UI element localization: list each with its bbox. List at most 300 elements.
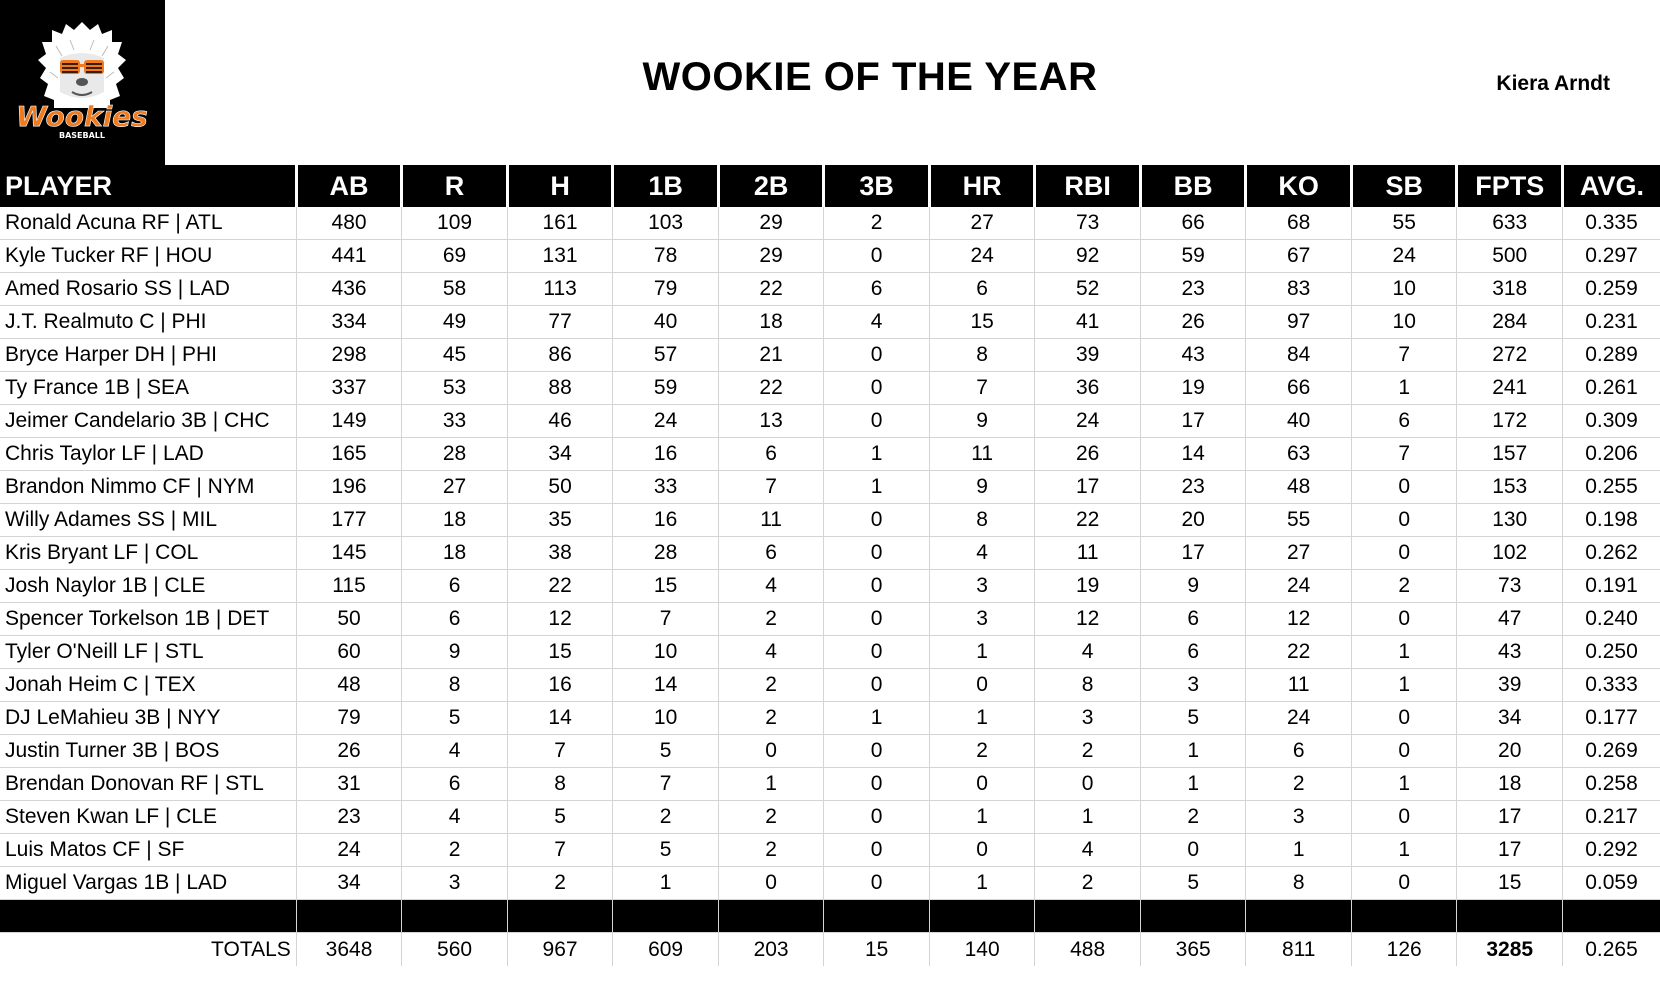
- cell-rbi: 26: [1035, 438, 1141, 471]
- cell-hr: 0: [929, 669, 1035, 702]
- cell-bb: 17: [1140, 405, 1246, 438]
- spacer-cell: [1351, 900, 1457, 933]
- cell-avg: 0.297: [1562, 240, 1660, 273]
- cell-ko: 12: [1246, 603, 1352, 636]
- cell-1b: 16: [613, 438, 719, 471]
- cell-ko: 6: [1246, 735, 1352, 768]
- cell-h: 34: [507, 438, 613, 471]
- cell-ko: 22: [1246, 636, 1352, 669]
- cell-bb: 2: [1140, 801, 1246, 834]
- cell-player: Spencer Torkelson 1B | DET: [0, 603, 296, 636]
- cell-1b: 5: [613, 735, 719, 768]
- cell-rbi: 12: [1035, 603, 1141, 636]
- cell-hr: 8: [929, 339, 1035, 372]
- cell-avg: 0.261: [1562, 372, 1660, 405]
- totals-r: 560: [402, 933, 508, 967]
- cell-bb: 17: [1140, 537, 1246, 570]
- cell-1b: 5: [613, 834, 719, 867]
- cell-hr: 7: [929, 372, 1035, 405]
- cell-sb: 7: [1351, 339, 1457, 372]
- cell-ab: 177: [296, 504, 402, 537]
- cell-sb: 0: [1351, 504, 1457, 537]
- cell-player: Kyle Tucker RF | HOU: [0, 240, 296, 273]
- cell-player: J.T. Realmuto C | PHI: [0, 306, 296, 339]
- cell-bb: 1: [1140, 735, 1246, 768]
- cell-h: 38: [507, 537, 613, 570]
- cell-avg: 0.231: [1562, 306, 1660, 339]
- cell-hr: 0: [929, 768, 1035, 801]
- cell-ab: 196: [296, 471, 402, 504]
- cell-player: Tyler O'Neill LF | STL: [0, 636, 296, 669]
- cell-avg: 0.250: [1562, 636, 1660, 669]
- cell-h: 86: [507, 339, 613, 372]
- cell-r: 18: [402, 504, 508, 537]
- totals-label: TOTALS: [0, 933, 296, 967]
- cell-ab: 48: [296, 669, 402, 702]
- cell-fpts: 47: [1457, 603, 1563, 636]
- cell-fpts: 284: [1457, 306, 1563, 339]
- cell-ab: 149: [296, 405, 402, 438]
- table-row: [0, 834, 1660, 867]
- cell-3b: 0: [824, 339, 930, 372]
- cell-r: 5: [402, 702, 508, 735]
- cell-2b: 4: [718, 570, 824, 603]
- cell-1b: 15: [613, 570, 719, 603]
- cell-avg: 0.240: [1562, 603, 1660, 636]
- cell-2b: 11: [718, 504, 824, 537]
- cell-ab: 145: [296, 537, 402, 570]
- col-header-avg: AVG.: [1562, 165, 1660, 207]
- table-row: [0, 273, 1660, 306]
- cell-hr: 1: [929, 867, 1035, 900]
- table-row: [0, 636, 1660, 669]
- cell-3b: 2: [824, 207, 930, 240]
- cell-bb: 0: [1140, 834, 1246, 867]
- cell-rbi: 92: [1035, 240, 1141, 273]
- cell-sb: 10: [1351, 306, 1457, 339]
- cell-hr: 1: [929, 636, 1035, 669]
- cell-bb: 20: [1140, 504, 1246, 537]
- cell-1b: 24: [613, 405, 719, 438]
- col-header-r: R: [402, 165, 508, 207]
- author-name: Kiera Arndt: [1496, 72, 1610, 95]
- cell-hr: 1: [929, 801, 1035, 834]
- totals-3b: 15: [824, 933, 930, 967]
- cell-ko: 11: [1246, 669, 1352, 702]
- cell-fpts: 43: [1457, 636, 1563, 669]
- cell-ko: 84: [1246, 339, 1352, 372]
- cell-ko: 68: [1246, 207, 1352, 240]
- cell-ko: 27: [1246, 537, 1352, 570]
- cell-h: 113: [507, 273, 613, 306]
- cell-sb: 7: [1351, 438, 1457, 471]
- spacer-cell: [402, 900, 508, 933]
- col-header-bb: BB: [1140, 165, 1246, 207]
- cell-r: 28: [402, 438, 508, 471]
- cell-rbi: 24: [1035, 405, 1141, 438]
- cell-r: 69: [402, 240, 508, 273]
- cell-rbi: 1: [1035, 801, 1141, 834]
- cell-2b: 6: [718, 438, 824, 471]
- cell-player: Ty France 1B | SEA: [0, 372, 296, 405]
- cell-avg: 0.198: [1562, 504, 1660, 537]
- cell-ko: 55: [1246, 504, 1352, 537]
- cell-ko: 63: [1246, 438, 1352, 471]
- cell-fpts: 633: [1457, 207, 1563, 240]
- cell-avg: 0.206: [1562, 438, 1660, 471]
- cell-3b: 6: [824, 273, 930, 306]
- cell-ab: 436: [296, 273, 402, 306]
- cell-ab: 24: [296, 834, 402, 867]
- cell-hr: 9: [929, 405, 1035, 438]
- cell-3b: 0: [824, 537, 930, 570]
- totals-ab: 3648: [296, 933, 402, 967]
- cell-hr: 8: [929, 504, 1035, 537]
- cell-sb: 0: [1351, 471, 1457, 504]
- cell-ko: 1: [1246, 834, 1352, 867]
- cell-bb: 1: [1140, 768, 1246, 801]
- cell-fpts: 157: [1457, 438, 1563, 471]
- cell-1b: 14: [613, 669, 719, 702]
- cell-1b: 7: [613, 768, 719, 801]
- cell-r: 9: [402, 636, 508, 669]
- cell-sb: 0: [1351, 735, 1457, 768]
- spacer-cell: [0, 900, 296, 933]
- cell-h: 16: [507, 669, 613, 702]
- cell-r: 3: [402, 867, 508, 900]
- cell-avg: 0.177: [1562, 702, 1660, 735]
- col-header-hr: HR: [929, 165, 1035, 207]
- cell-h: 50: [507, 471, 613, 504]
- cell-rbi: 11: [1035, 537, 1141, 570]
- cell-bb: 23: [1140, 273, 1246, 306]
- cell-avg: 0.289: [1562, 339, 1660, 372]
- cell-ab: 480: [296, 207, 402, 240]
- cell-3b: 0: [824, 603, 930, 636]
- spacer-cell: [718, 900, 824, 933]
- cell-ko: 48: [1246, 471, 1352, 504]
- cell-ab: 334: [296, 306, 402, 339]
- cell-3b: 1: [824, 438, 930, 471]
- cell-1b: 59: [613, 372, 719, 405]
- cell-ab: 115: [296, 570, 402, 603]
- cell-ko: 67: [1246, 240, 1352, 273]
- cell-bb: 66: [1140, 207, 1246, 240]
- cell-fpts: 73: [1457, 570, 1563, 603]
- totals-rbi: 488: [1035, 933, 1141, 967]
- table-row: [0, 240, 1660, 273]
- cell-ab: 26: [296, 735, 402, 768]
- cell-1b: 57: [613, 339, 719, 372]
- cell-ko: 24: [1246, 702, 1352, 735]
- cell-bb: 43: [1140, 339, 1246, 372]
- table-row: [0, 339, 1660, 372]
- cell-fpts: 18: [1457, 768, 1563, 801]
- cell-fpts: 272: [1457, 339, 1563, 372]
- cell-sb: 6: [1351, 405, 1457, 438]
- cell-ab: 31: [296, 768, 402, 801]
- cell-hr: 2: [929, 735, 1035, 768]
- cell-2b: 0: [718, 867, 824, 900]
- spacer-row: [0, 900, 1660, 933]
- cell-player: Jeimer Candelario 3B | CHC: [0, 405, 296, 438]
- cell-r: 45: [402, 339, 508, 372]
- cell-player: Brandon Nimmo CF | NYM: [0, 471, 296, 504]
- cell-2b: 22: [718, 273, 824, 306]
- cell-sb: 0: [1351, 801, 1457, 834]
- cell-sb: 0: [1351, 702, 1457, 735]
- cell-sb: 1: [1351, 669, 1457, 702]
- spacer-cell: [1246, 900, 1352, 933]
- totals-sb: 126: [1351, 933, 1457, 967]
- totals-1b: 609: [613, 933, 719, 967]
- cell-r: 49: [402, 306, 508, 339]
- cell-1b: 10: [613, 702, 719, 735]
- cell-sb: 1: [1351, 636, 1457, 669]
- cell-fpts: 130: [1457, 504, 1563, 537]
- cell-bb: 59: [1140, 240, 1246, 273]
- cell-bb: 23: [1140, 471, 1246, 504]
- cell-avg: 0.292: [1562, 834, 1660, 867]
- cell-2b: 2: [718, 669, 824, 702]
- cell-ko: 8: [1246, 867, 1352, 900]
- logo-subtext: BASEBALL: [59, 131, 105, 140]
- cell-ko: 40: [1246, 405, 1352, 438]
- col-header-player: PLAYER: [0, 165, 296, 207]
- cell-rbi: 2: [1035, 867, 1141, 900]
- spacer-cell: [824, 900, 930, 933]
- col-header-rbi: RBI: [1035, 165, 1141, 207]
- cell-player: Luis Matos CF | SF: [0, 834, 296, 867]
- spacer-cell: [1035, 900, 1141, 933]
- totals-h: 967: [507, 933, 613, 967]
- cell-r: 4: [402, 735, 508, 768]
- cell-2b: 6: [718, 537, 824, 570]
- cell-bb: 19: [1140, 372, 1246, 405]
- cell-hr: 3: [929, 603, 1035, 636]
- col-header-2b: 2B: [718, 165, 824, 207]
- cell-r: 6: [402, 603, 508, 636]
- cell-2b: 13: [718, 405, 824, 438]
- cell-sb: 1: [1351, 768, 1457, 801]
- col-header-h: H: [507, 165, 613, 207]
- cell-player: Steven Kwan LF | CLE: [0, 801, 296, 834]
- table-row: [0, 471, 1660, 504]
- table-row: [0, 867, 1660, 900]
- cell-r: 109: [402, 207, 508, 240]
- cell-rbi: 39: [1035, 339, 1141, 372]
- cell-1b: 33: [613, 471, 719, 504]
- cell-3b: 0: [824, 735, 930, 768]
- cell-player: Willy Adames SS | MIL: [0, 504, 296, 537]
- spacer-cell: [929, 900, 1035, 933]
- cell-2b: 1: [718, 768, 824, 801]
- cell-rbi: 41: [1035, 306, 1141, 339]
- cell-rbi: 0: [1035, 768, 1141, 801]
- cell-ko: 24: [1246, 570, 1352, 603]
- spacer-cell: [1562, 900, 1660, 933]
- cell-bb: 5: [1140, 702, 1246, 735]
- cell-hr: 24: [929, 240, 1035, 273]
- cell-fpts: 153: [1457, 471, 1563, 504]
- cell-hr: 6: [929, 273, 1035, 306]
- cell-2b: 7: [718, 471, 824, 504]
- cell-2b: 18: [718, 306, 824, 339]
- cell-ko: 2: [1246, 768, 1352, 801]
- cell-ko: 97: [1246, 306, 1352, 339]
- cell-hr: 0: [929, 834, 1035, 867]
- cell-2b: 29: [718, 207, 824, 240]
- team-logo: [0, 0, 165, 165]
- cell-r: 53: [402, 372, 508, 405]
- cell-fpts: 241: [1457, 372, 1563, 405]
- cell-3b: 0: [824, 669, 930, 702]
- cell-ab: 79: [296, 702, 402, 735]
- cell-2b: 0: [718, 735, 824, 768]
- spacer-cell: [1457, 900, 1563, 933]
- cell-3b: 0: [824, 834, 930, 867]
- cell-fpts: 17: [1457, 801, 1563, 834]
- cell-1b: 28: [613, 537, 719, 570]
- cell-bb: 5: [1140, 867, 1246, 900]
- cell-r: 4: [402, 801, 508, 834]
- cell-rbi: 52: [1035, 273, 1141, 306]
- table-row: [0, 768, 1660, 801]
- cell-player: Jonah Heim C | TEX: [0, 669, 296, 702]
- table-row: [0, 669, 1660, 702]
- cell-avg: 0.258: [1562, 768, 1660, 801]
- cell-avg: 0.191: [1562, 570, 1660, 603]
- cell-1b: 79: [613, 273, 719, 306]
- cell-fpts: 15: [1457, 867, 1563, 900]
- cell-ab: 337: [296, 372, 402, 405]
- cell-player: Chris Taylor LF | LAD: [0, 438, 296, 471]
- cell-h: 7: [507, 735, 613, 768]
- cell-avg: 0.333: [1562, 669, 1660, 702]
- cell-avg: 0.262: [1562, 537, 1660, 570]
- cell-player: Miguel Vargas 1B | LAD: [0, 867, 296, 900]
- cell-1b: 103: [613, 207, 719, 240]
- cell-r: 33: [402, 405, 508, 438]
- cell-1b: 1: [613, 867, 719, 900]
- cell-avg: 0.255: [1562, 471, 1660, 504]
- cell-avg: 0.309: [1562, 405, 1660, 438]
- totals-row: [0, 933, 1660, 967]
- cell-3b: 0: [824, 405, 930, 438]
- cell-ab: 60: [296, 636, 402, 669]
- spacer-cell: [613, 900, 719, 933]
- cell-rbi: 4: [1035, 834, 1141, 867]
- cell-fpts: 500: [1457, 240, 1563, 273]
- col-header-fpts: FPTS: [1457, 165, 1563, 207]
- table-row: [0, 603, 1660, 636]
- cell-sb: 10: [1351, 273, 1457, 306]
- cell-2b: 2: [718, 702, 824, 735]
- cell-h: 131: [507, 240, 613, 273]
- cell-hr: 4: [929, 537, 1035, 570]
- spacer-cell: [296, 900, 402, 933]
- cell-ab: 50: [296, 603, 402, 636]
- cell-ko: 66: [1246, 372, 1352, 405]
- table-row: [0, 438, 1660, 471]
- cell-sb: 2: [1351, 570, 1457, 603]
- cell-r: 6: [402, 768, 508, 801]
- cell-3b: 0: [824, 867, 930, 900]
- totals-ko: 811: [1246, 933, 1352, 967]
- cell-2b: 2: [718, 834, 824, 867]
- cell-fpts: 318: [1457, 273, 1563, 306]
- wookie-logo-icon: [0, 0, 165, 165]
- col-header-1b: 1B: [613, 165, 719, 207]
- header-row: [0, 165, 1660, 207]
- table-row: [0, 405, 1660, 438]
- cell-1b: 40: [613, 306, 719, 339]
- spacer-cell: [507, 900, 613, 933]
- cell-1b: 2: [613, 801, 719, 834]
- cell-h: 35: [507, 504, 613, 537]
- cell-ab: 298: [296, 339, 402, 372]
- cell-fpts: 39: [1457, 669, 1563, 702]
- cell-h: 22: [507, 570, 613, 603]
- totals-hr: 140: [929, 933, 1035, 967]
- cell-1b: 10: [613, 636, 719, 669]
- cell-r: 6: [402, 570, 508, 603]
- col-header-ab: AB: [296, 165, 402, 207]
- table-row: [0, 702, 1660, 735]
- col-header-ko: KO: [1246, 165, 1352, 207]
- cell-hr: 9: [929, 471, 1035, 504]
- cell-bb: 6: [1140, 636, 1246, 669]
- cell-player: Bryce Harper DH | PHI: [0, 339, 296, 372]
- cell-h: 77: [507, 306, 613, 339]
- cell-rbi: 8: [1035, 669, 1141, 702]
- cell-hr: 15: [929, 306, 1035, 339]
- totals-fpts: 3285: [1457, 933, 1563, 967]
- logo-text: Wookies: [16, 100, 148, 133]
- cell-hr: 3: [929, 570, 1035, 603]
- cell-r: 18: [402, 537, 508, 570]
- cell-2b: 2: [718, 603, 824, 636]
- cell-bb: 14: [1140, 438, 1246, 471]
- cell-avg: 0.217: [1562, 801, 1660, 834]
- cell-h: 7: [507, 834, 613, 867]
- cell-h: 5: [507, 801, 613, 834]
- cell-sb: 24: [1351, 240, 1457, 273]
- spacer-cell: [1140, 900, 1246, 933]
- cell-rbi: 4: [1035, 636, 1141, 669]
- cell-ab: 23: [296, 801, 402, 834]
- cell-bb: 26: [1140, 306, 1246, 339]
- cell-rbi: 19: [1035, 570, 1141, 603]
- cell-ko: 83: [1246, 273, 1352, 306]
- cell-3b: 0: [824, 636, 930, 669]
- totals-avg: 0.265: [1585, 937, 1638, 961]
- cell-fpts: 102: [1457, 537, 1563, 570]
- cell-bb: 3: [1140, 669, 1246, 702]
- cell-1b: 7: [613, 603, 719, 636]
- cell-player: Amed Rosario SS | LAD: [0, 273, 296, 306]
- cell-1b: 78: [613, 240, 719, 273]
- cell-h: 15: [507, 636, 613, 669]
- cell-ab: 34: [296, 867, 402, 900]
- cell-2b: 29: [718, 240, 824, 273]
- table-row: [0, 537, 1660, 570]
- cell-sb: 55: [1351, 207, 1457, 240]
- cell-player: DJ LeMahieu 3B | NYY: [0, 702, 296, 735]
- cell-h: 14: [507, 702, 613, 735]
- cell-sb: 1: [1351, 372, 1457, 405]
- page-title: WOOKIE OF THE YEAR: [642, 55, 1098, 99]
